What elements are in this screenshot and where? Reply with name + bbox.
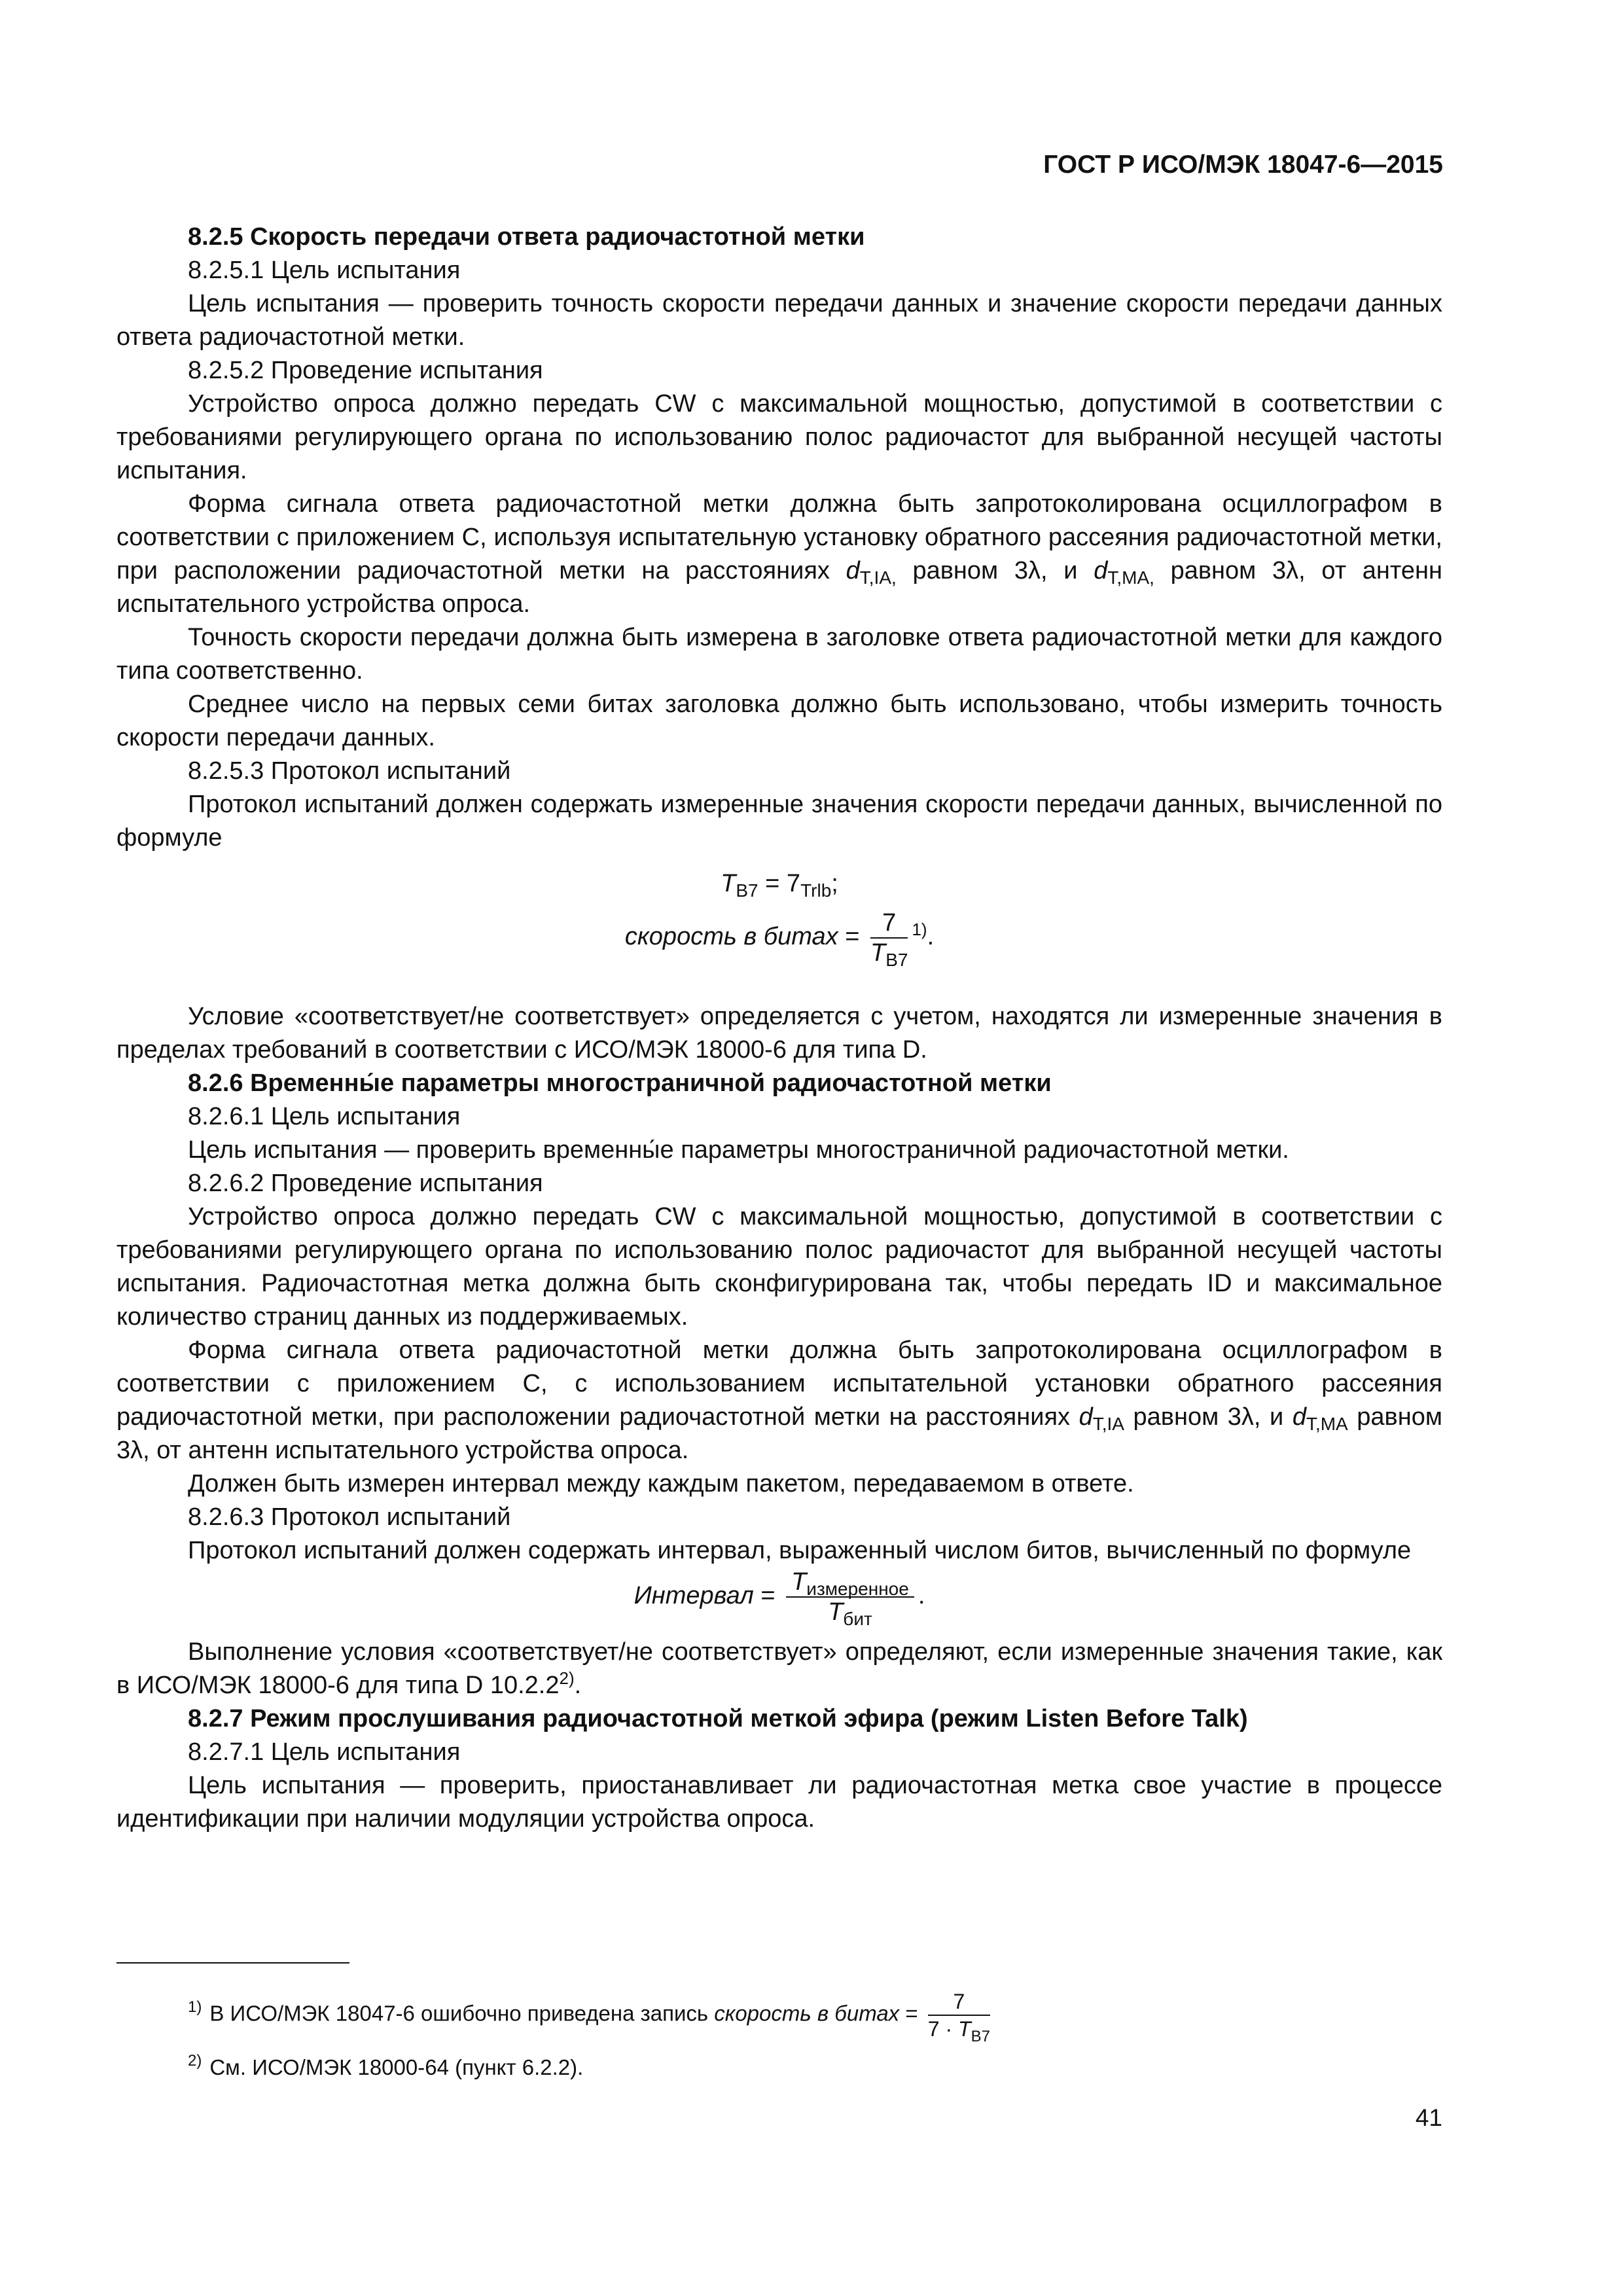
document-body [116, 221, 1442, 1836]
document-code-header: ГОСТ Р ИСО/МЭК 18047-6—2015 [1043, 151, 1443, 179]
subsection-title-8-2-7-1: 8.2.7.1 Цель испытания [188, 1738, 461, 1766]
paragraph: Форма сигнала ответа радиочастотной метки должна быть запротоколирована осциллографом в соответствии с приложением С, с использованием испытательной установки обратного рассеяния радиочастотной метки, при расположении радиочастотной метки на расстояниях $d_{T,IA}$ равном 3λ, и $d_{T,MA}$ равном 3λ, от антенн испытательного устройства опроса. [116, 1336, 1442, 1464]
paragraph: Форма сигнала ответа радиочастотной метки должна быть запротоколирована осциллографом в соответствии с приложением С, используя испытательную установку обратного рассеяния радиочастотной метки, при расположении радиочастотной метки на расстояниях $d_{T,IA,}$ равном 3λ, и $d_{T,MA,}$ равном 3λ, от антенн испытательного устройства опроса. [116, 490, 1442, 618]
paragraph: Цель испытания — проверить точность скорости передачи данных и значение скорости передачи данных ответа радиочастотной метки. [116, 290, 1442, 351]
section-heading-8-2-7 [116, 1702, 1442, 1736]
paragraph: Цель испытания — проверить временны́е параметры многостраничной радиочастотной метки. [188, 1136, 1289, 1164]
fraction: $\frac{7}{7 \cdot T_{B7}}$ [927, 1990, 990, 2045]
footnote-separator [116, 1962, 349, 1964]
section-number: 8.2.7 [188, 1705, 243, 1732]
section-heading-8-2-5 [116, 221, 1442, 254]
section-number: 8.2.5 [188, 223, 243, 251]
paragraph: Протокол испытаний должен содержать измеренные значения скорости передачи данных, вычисленной по формуле [116, 791, 1442, 852]
subsection-title-8-2-6-1: 8.2.6.1 Цель испытания [188, 1103, 461, 1130]
subsection-title-8-2-5-2: 8.2.5.2 Проведение испытания [188, 357, 543, 384]
section-heading-8-2-6 [116, 1067, 1442, 1100]
footnote-2: $^{2)}$ См. ИСО/МЭК 18000-64 (пункт 6.2.2). [188, 2052, 584, 2079]
formula-bit-rate: скорость в битах = $\frac{7}{T_{B7}}$ $^{1)}$. [624, 909, 935, 970]
paragraph: Протокол испытаний должен содержать интервал, выраженный числом битов, вычисленный по формуле [188, 1537, 1412, 1564]
footnote-mark: 2) [188, 2052, 202, 2070]
formula-interval: Интервал = $\frac{T_{измеренное}}{T_{бит}}$ . [633, 1568, 925, 1629]
formula-tb7: $T_{B7} = 7_{Trlb}$; [721, 870, 838, 901]
page-number: 41 [1415, 2104, 1442, 2131]
paragraph: Точность скорости передачи должна быть измерена в заголовке ответа радиочастотной метки для каждого типа соответственно. [116, 624, 1442, 685]
fraction: $\frac{T_{измеренное}}{T_{бит}}$ [786, 1568, 914, 1626]
subsection-title-8-2-6-2: 8.2.6.2 Проведение испытания [188, 1170, 543, 1197]
subsection-title-8-2-5-1: 8.2.5.1 Цель испытания [188, 257, 461, 284]
section-number: 8.2.6 [188, 1069, 243, 1097]
paragraph: Устройство опроса должно передать CW с максимальной мощностью, допустимой в соответствии с требованиями регулирующего органа по использованию полос радиочастот для выбранной несущей частоты испытания. Радиочастотная метка должна быть сконфигурирована так, чтобы передать ID и максимальное количество страниц данных из поддерживаемых. [116, 1203, 1442, 1331]
paragraph: Выполнение условия «соответствует/не соответствует» определяют, если измеренные значения такие, как в ИСО/МЭК 18000-6 для типа D 10.2.2$^{2)}$. [116, 1638, 1442, 1699]
subsection-title-8-2-5-3: 8.2.5.3 Протокол испытаний [188, 757, 511, 785]
paragraph: Условие «соответствует/не соответствует» определяется с учетом, находятся ли измеренные значения в пределах требований в соответствии с ИСО/МЭК 18000-6 для типа D. [116, 1003, 1442, 1064]
paragraph: Устройство опроса должно передать CW с максимальной мощностью, допустимой в соответствии с требованиями регулирующего органа по использованию полос радиочастот для выбранной несущей частоты испытания. [116, 390, 1442, 484]
footnote-1: $^{1)}$ В ИСО/МЭК 18047-6 ошибочно приведена запись скорость в битах = $\frac{7}{7 \cdot T_{B7}}$ [188, 1990, 990, 2045]
footnote-ref: 2) [559, 1668, 575, 1688]
section-title: Режим прослушивания радиочастотной меткой эфира (режим Listen Before Talk) [250, 1705, 1248, 1732]
paragraph: Цель испытания — проверить, приостанавливает ли радиочастотная метка свое участие в процессе идентификации при наличии модуляции устройства опроса. [116, 1772, 1442, 1833]
paragraph: Среднее число на первых семи битах заголовка должно быть использовано, чтобы измерить точность скорости передачи данных. [116, 691, 1442, 751]
footnote-mark: 1) [188, 1998, 202, 2016]
fraction: $\frac{7}{T_{B7}}$ [870, 909, 908, 970]
section-title: Скорость передачи ответа радиочастотной метки [250, 223, 865, 251]
section-title: Временны́е параметры многостраничной радиочастотной метки [250, 1069, 1052, 1097]
footnote-ref: 1) [912, 920, 927, 940]
subsection-title-8-2-6-3: 8.2.6.3 Протокол испытаний [188, 1503, 511, 1531]
paragraph: Должен быть измерен интервал между каждым пакетом, передаваемом в ответе. [188, 1470, 1134, 1498]
